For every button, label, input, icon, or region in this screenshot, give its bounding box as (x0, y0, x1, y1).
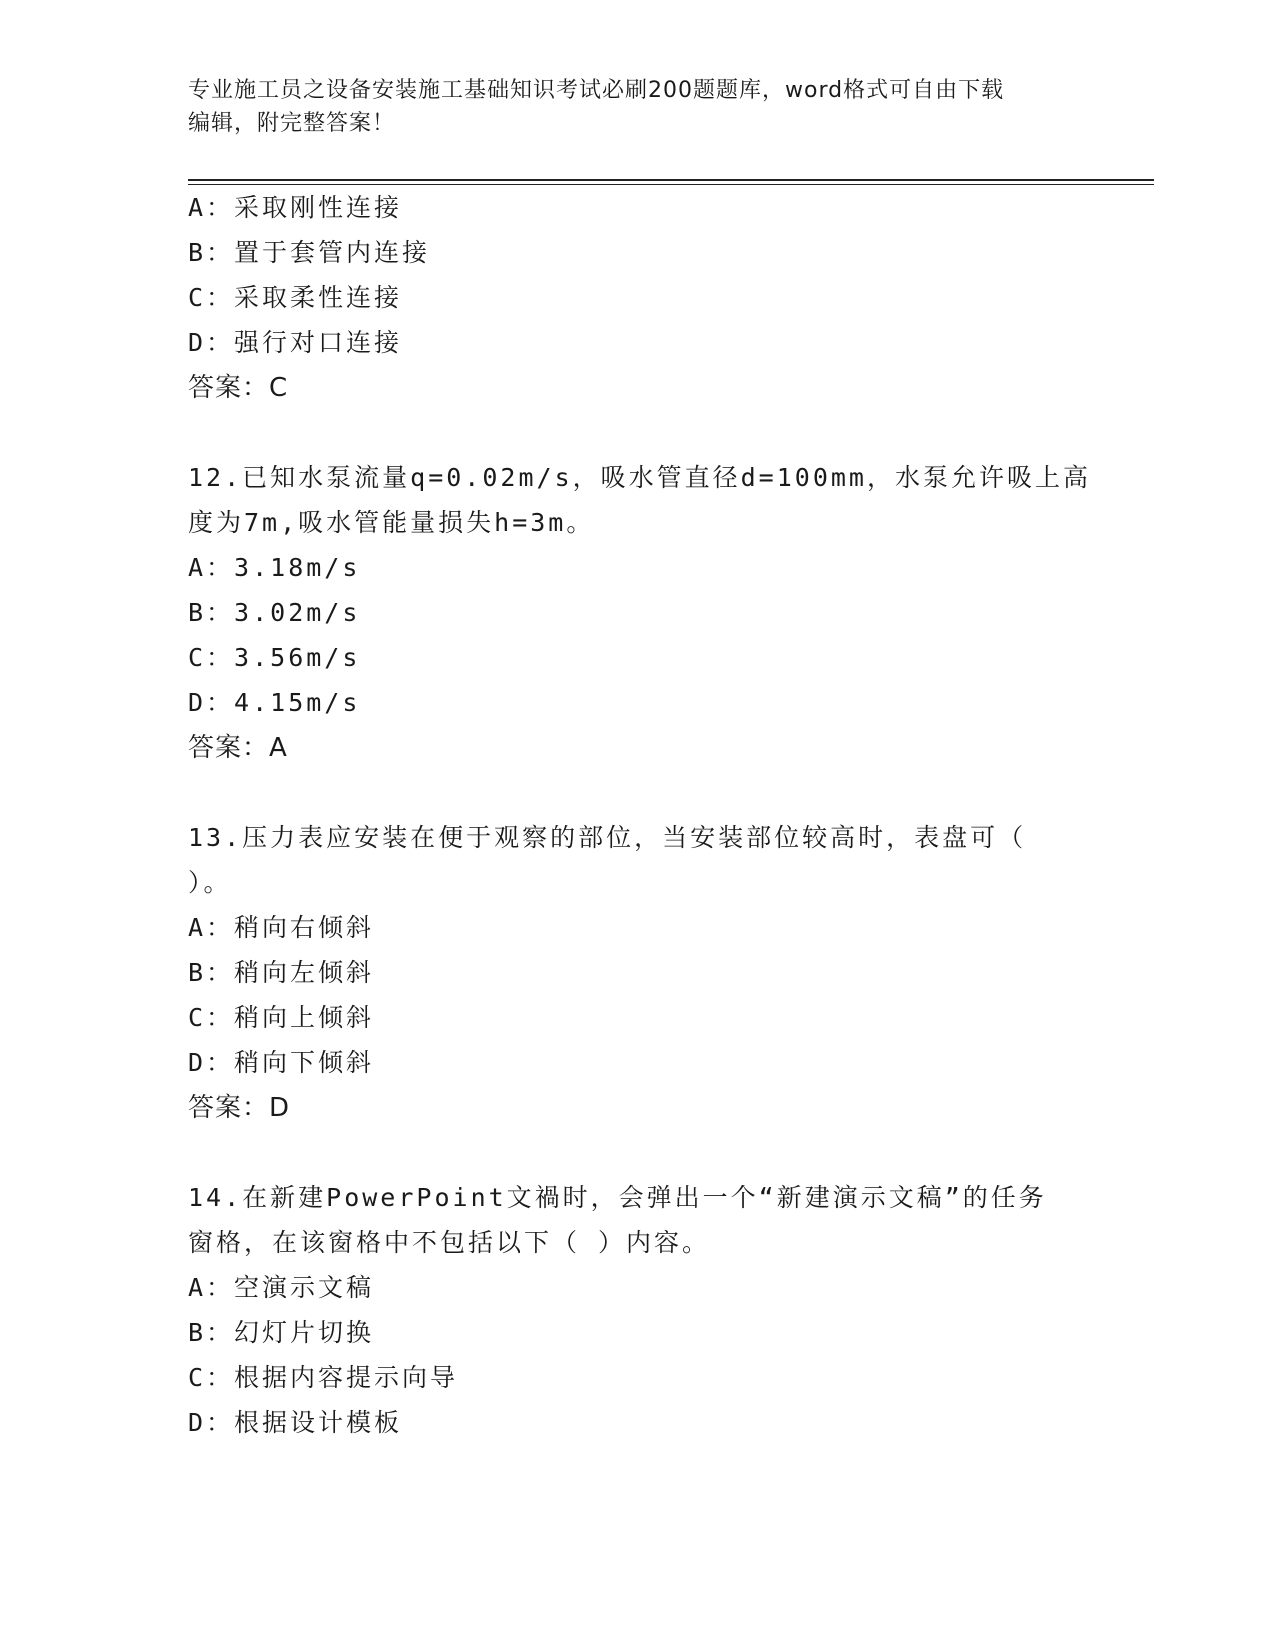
q14-option-a: A：空演示文稿 (188, 1273, 375, 1302)
q12-stem-line-1: 12.已知水泵流量q=0.02m/s，吸水管直径d=100mm，水泵允许吸上高 (188, 463, 1091, 492)
header-title-line-1: 专业施工员之设备安装施工基础知识考试必刷200题题库，word格式可自由下载 (188, 78, 1005, 103)
q11-option-c: C：采取柔性连接 (188, 283, 403, 312)
q13-stem-line-2: ）。 (188, 868, 232, 897)
q11-option-a: A：采取刚性连接 (188, 193, 403, 222)
q12-option-c: C：3.56m/s (188, 643, 361, 672)
q13-stem-line-1: 13.压力表应安装在便于观察的部位，当安装部位较高时，表盘可（ (188, 823, 1027, 852)
q12-option-b: B：3.02m/s (188, 598, 361, 627)
q12-stem-line-2: 度为7m,吸水管能量损失h=3m。 (188, 508, 595, 537)
q11-option-b: B：置于套管内连接 (188, 238, 431, 267)
q13-option-d: D：稍向下倾斜 (188, 1048, 375, 1077)
q14-option-d: D：根据设计模板 (188, 1408, 403, 1437)
q14-option-c: C：根据内容提示向导 (188, 1363, 459, 1392)
q12-option-a: A：3.18m/s (188, 553, 361, 582)
q14-option-b: B：幻灯片切换 (188, 1318, 375, 1347)
header-divider-thick (188, 179, 1154, 181)
q14-stem-line-1: 14.在新建PowerPoint文禍时，会弹出一个“新建演示文稿”的任务 (188, 1183, 1047, 1212)
q13-option-a: A：稍向右倾斜 (188, 913, 375, 942)
q11-answer: 答案：C (188, 373, 289, 403)
document-header (188, 74, 1088, 140)
q12-answer: 答案：A (188, 733, 288, 763)
q11-option-d: D：强行对口连接 (188, 328, 403, 357)
q14-stem-line-2: 窗格，在该窗格中不包括以下（ ）内容。 (188, 1228, 711, 1257)
header-divider-thin (188, 184, 1154, 185)
q13-option-c: C：稍向上倾斜 (188, 1003, 375, 1032)
header-title-line-2: 编辑，附完整答案！ (188, 111, 396, 136)
q13-answer: 答案：D (188, 1093, 291, 1123)
q12-option-d: D：4.15m/s (188, 688, 361, 717)
q13-option-b: B：稍向左倾斜 (188, 958, 375, 987)
